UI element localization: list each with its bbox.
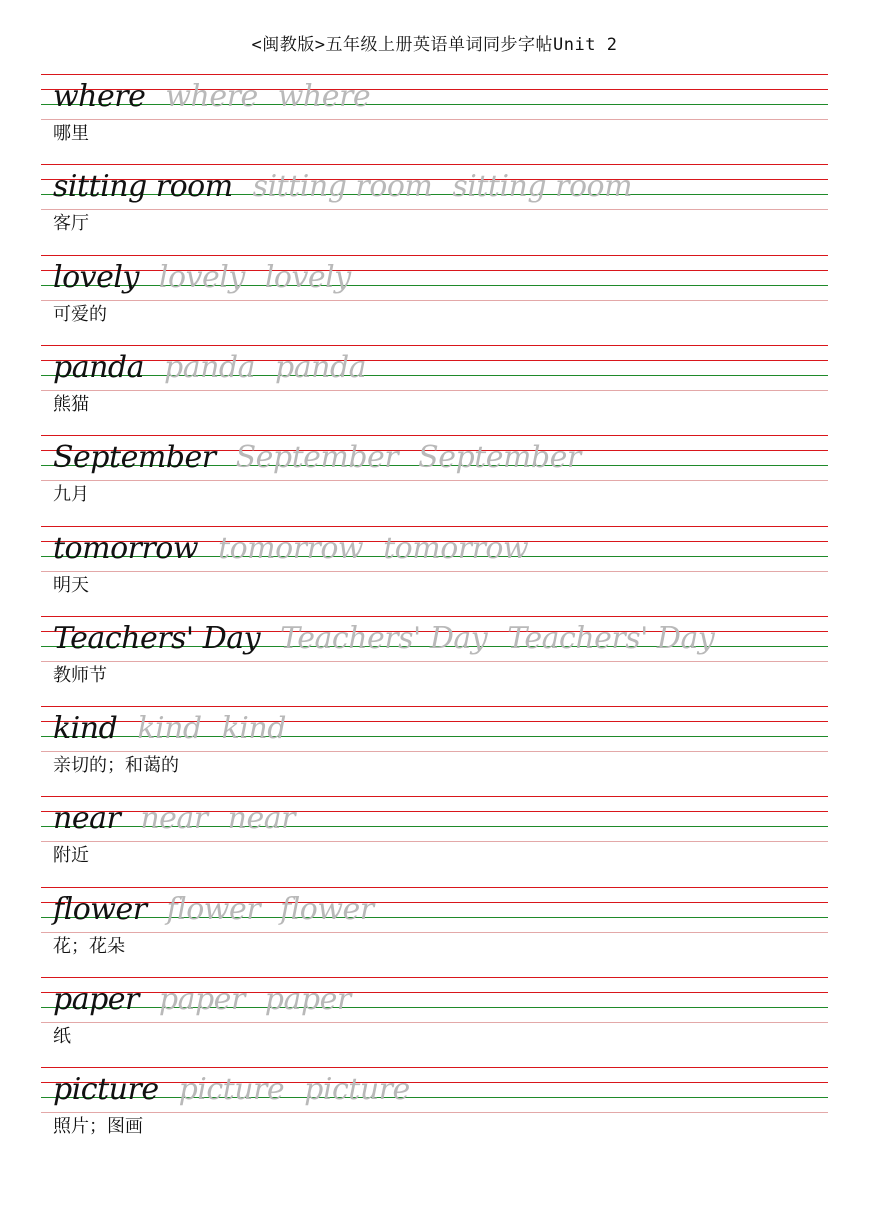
word-entry: [41, 255, 828, 345]
trace-word-text: September: [418, 440, 581, 475]
trace-word-text: kind: [221, 711, 286, 746]
guide-bottom-line: [41, 390, 828, 391]
word-entry: [41, 796, 828, 886]
word-text: flower: [53, 892, 147, 927]
word-entry: [41, 616, 828, 706]
guide-bottom-line: [41, 1022, 828, 1023]
word-row: [53, 256, 351, 300]
guide-bottom-line: [41, 119, 828, 120]
word-text: paper: [53, 982, 139, 1017]
word-row: [53, 165, 632, 209]
word-text: Teachers' Day: [53, 621, 261, 656]
trace-word-text: paper: [264, 982, 351, 1017]
guide-bottom-line: [41, 841, 828, 842]
word-meaning: 亲切的；和蔼的: [53, 755, 179, 776]
guide-bottom-line: [41, 932, 828, 933]
word-row: [53, 346, 366, 390]
word-row: [53, 978, 351, 1022]
word-entry: [41, 164, 828, 254]
word-row: [53, 707, 286, 751]
word-entry: [41, 977, 828, 1067]
trace-word-text: panda: [164, 350, 256, 385]
guide-bottom-line: [41, 209, 828, 210]
trace-word-text: panda: [275, 350, 367, 385]
word-entry: [41, 1067, 828, 1157]
guide-bottom-line: [41, 751, 828, 752]
guide-bottom-line: [41, 1112, 828, 1113]
trace-word-text: Teachers' Day: [280, 621, 488, 656]
word-entry: [41, 887, 828, 977]
trace-word-text: tomorrow: [218, 531, 364, 566]
word-meaning: 客厅: [53, 213, 89, 234]
trace-word-text: where: [165, 79, 258, 114]
word-text: panda: [53, 350, 145, 385]
page-title: <闽教版>五年级上册英语单词同步字帖Unit 2: [251, 35, 618, 55]
trace-word-text: near: [227, 801, 295, 836]
word-text: sitting room: [53, 169, 233, 204]
word-entry: [41, 706, 828, 796]
trace-word-text: sitting room: [252, 169, 433, 204]
trace-word-text: where: [277, 79, 371, 114]
word-meaning: 纸: [53, 1026, 71, 1047]
word-text: picture: [53, 1072, 159, 1107]
word-meaning: 熊猫: [53, 394, 89, 415]
word-meaning: 教师节: [53, 665, 107, 686]
trace-word-text: picture: [178, 1072, 285, 1107]
word-entry: [41, 345, 828, 435]
trace-word-text: picture: [304, 1072, 410, 1107]
guide-bottom-line: [41, 300, 828, 301]
word-text: September: [53, 440, 216, 475]
word-row: [53, 617, 714, 661]
trace-word-text: flower: [166, 892, 261, 927]
word-text: kind: [53, 711, 118, 746]
trace-word-text: kind: [137, 711, 202, 746]
word-entry: [41, 74, 828, 164]
guide-bottom-line: [41, 571, 828, 572]
guide-bottom-line: [41, 661, 828, 662]
word-entry: [41, 435, 828, 525]
word-row: [53, 1068, 410, 1112]
trace-word-text: near: [140, 801, 208, 836]
word-meaning: 照片；图画: [53, 1116, 143, 1137]
word-text: where: [53, 79, 146, 114]
word-meaning: 九月: [53, 484, 89, 505]
trace-word-text: lovely: [264, 260, 351, 295]
trace-word-text: paper: [158, 982, 245, 1017]
word-meaning: 可爱的: [53, 304, 107, 325]
word-meaning: 附近: [53, 845, 89, 866]
word-text: near: [53, 801, 121, 836]
word-meaning: 花；花朵: [53, 936, 125, 957]
word-row: [53, 75, 370, 119]
trace-word-text: Teachers' Day: [507, 621, 715, 656]
trace-word-text: flower: [280, 892, 374, 927]
word-row: [53, 797, 295, 841]
word-row: [53, 527, 528, 571]
word-meaning: 哪里: [53, 123, 89, 144]
word-text: lovely: [53, 260, 139, 295]
word-row: [53, 436, 581, 480]
trace-word-text: September: [235, 440, 399, 475]
word-meaning: 明天: [53, 575, 89, 596]
word-text: tomorrow: [53, 531, 199, 566]
trace-word-text: sitting room: [452, 169, 633, 204]
word-entry: [41, 526, 828, 616]
guide-bottom-line: [41, 480, 828, 481]
word-row: [53, 888, 374, 932]
trace-word-text: lovely: [158, 260, 245, 295]
trace-word-text: tomorrow: [383, 531, 529, 566]
